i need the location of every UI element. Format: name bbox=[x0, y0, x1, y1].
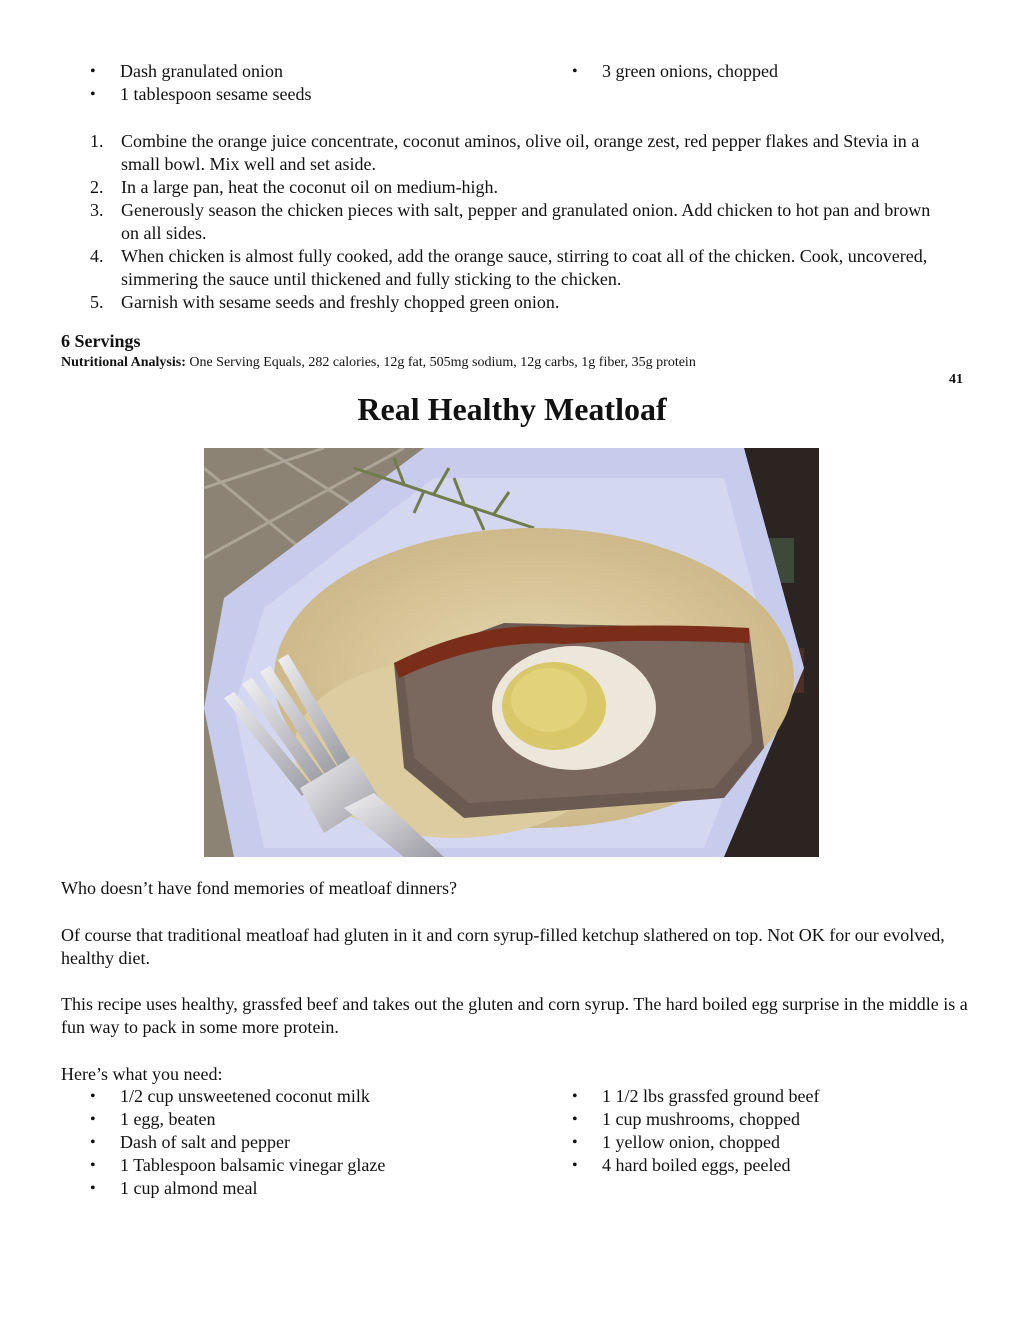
list-item: • 3 green onions, chopped bbox=[572, 60, 972, 83]
step-number: 2. bbox=[90, 177, 104, 197]
list-item: • 1 yellow onion, chopped bbox=[572, 1131, 972, 1154]
step-text: Combine the orange juice concentrate, coconut aminos, olive oil, orange zest, red pepper flakes and Stevia in a small bowl. Mix well and set aside. bbox=[121, 131, 920, 174]
list-item: • 4 hard boiled eggs, peeled bbox=[572, 1154, 972, 1177]
list-item: • 1 tablespoon sesame seeds bbox=[90, 83, 550, 106]
intro-paragraph: Who doesn’t have fond memories of meatloaf dinners? bbox=[61, 878, 458, 898]
ingredients-heading: Here’s what you need: bbox=[61, 1064, 223, 1084]
list-item: • Dash of salt and pepper bbox=[90, 1131, 550, 1154]
step-number: 3. bbox=[90, 200, 104, 220]
page-number: 41 bbox=[949, 372, 963, 387]
step-number: 1. bbox=[90, 131, 104, 151]
list-item: • 1 egg, beaten bbox=[90, 1108, 550, 1131]
nutrition-text: One Serving Equals, 282 calories, 12g fat, 505mg sodium, 12g carbs, 1g fiber, 35g protein bbox=[185, 355, 696, 370]
tradition-paragraph: Of course that traditional meatloaf had gluten in it and corn syrup-filled ketchup slathered on top. Not OK for our evolved, healthy diet. bbox=[61, 925, 945, 968]
ingredient-list-top-left bbox=[90, 60, 550, 106]
list-item: • 1 cup almond meal bbox=[90, 1177, 550, 1200]
step-text: Garnish with sesame seeds and freshly chopped green onion. bbox=[121, 292, 560, 312]
instruction-steps bbox=[90, 130, 950, 314]
step-item bbox=[90, 130, 950, 176]
ingredient-list-right bbox=[572, 1085, 972, 1177]
recipe-title: Real Healthy Meatloaf bbox=[357, 391, 667, 427]
step-item bbox=[90, 199, 950, 245]
nutrition-line bbox=[61, 354, 696, 372]
meatloaf-photo bbox=[204, 448, 819, 857]
list-item: • 1 cup mushrooms, chopped bbox=[572, 1108, 972, 1131]
step-text: When chicken is almost fully cooked, add the orange sauce, stirring to coat all of the chicken. Cook, uncovered, simmering the sauce until thickened and fully sticking to the chicken. bbox=[121, 246, 928, 289]
step-number: 5. bbox=[90, 292, 104, 312]
meatloaf-photo-graphic bbox=[204, 448, 819, 857]
ingredient-list-top-right bbox=[572, 60, 972, 83]
step-item bbox=[90, 245, 950, 291]
nutrition-label: Nutritional Analysis: bbox=[61, 355, 186, 370]
step-number: 4. bbox=[90, 246, 104, 266]
list-item: • 1 1/2 lbs grassfed ground beef bbox=[572, 1085, 972, 1108]
list-item: • 1/2 cup unsweetened coconut milk bbox=[90, 1085, 550, 1108]
step-item bbox=[90, 291, 950, 314]
list-item: • 1 Tablespoon balsamic vinegar glaze bbox=[90, 1154, 550, 1177]
ingredient-list-left bbox=[90, 1085, 550, 1200]
list-item: • Dash granulated onion bbox=[90, 60, 550, 83]
servings: 6 Servings bbox=[61, 331, 141, 351]
step-text: In a large pan, heat the coconut oil on medium-high. bbox=[121, 177, 499, 197]
recipe-description-paragraph: This recipe uses healthy, grassfed beef and takes out the gluten and corn syrup. The hard boiled egg surprise in the middle is a fun way to pack in some more protein. bbox=[61, 994, 968, 1037]
step-item bbox=[90, 176, 950, 199]
step-text: Generously season the chicken pieces with salt, pepper and granulated onion. Add chicken to hot pan and brown on all sides. bbox=[121, 200, 931, 243]
